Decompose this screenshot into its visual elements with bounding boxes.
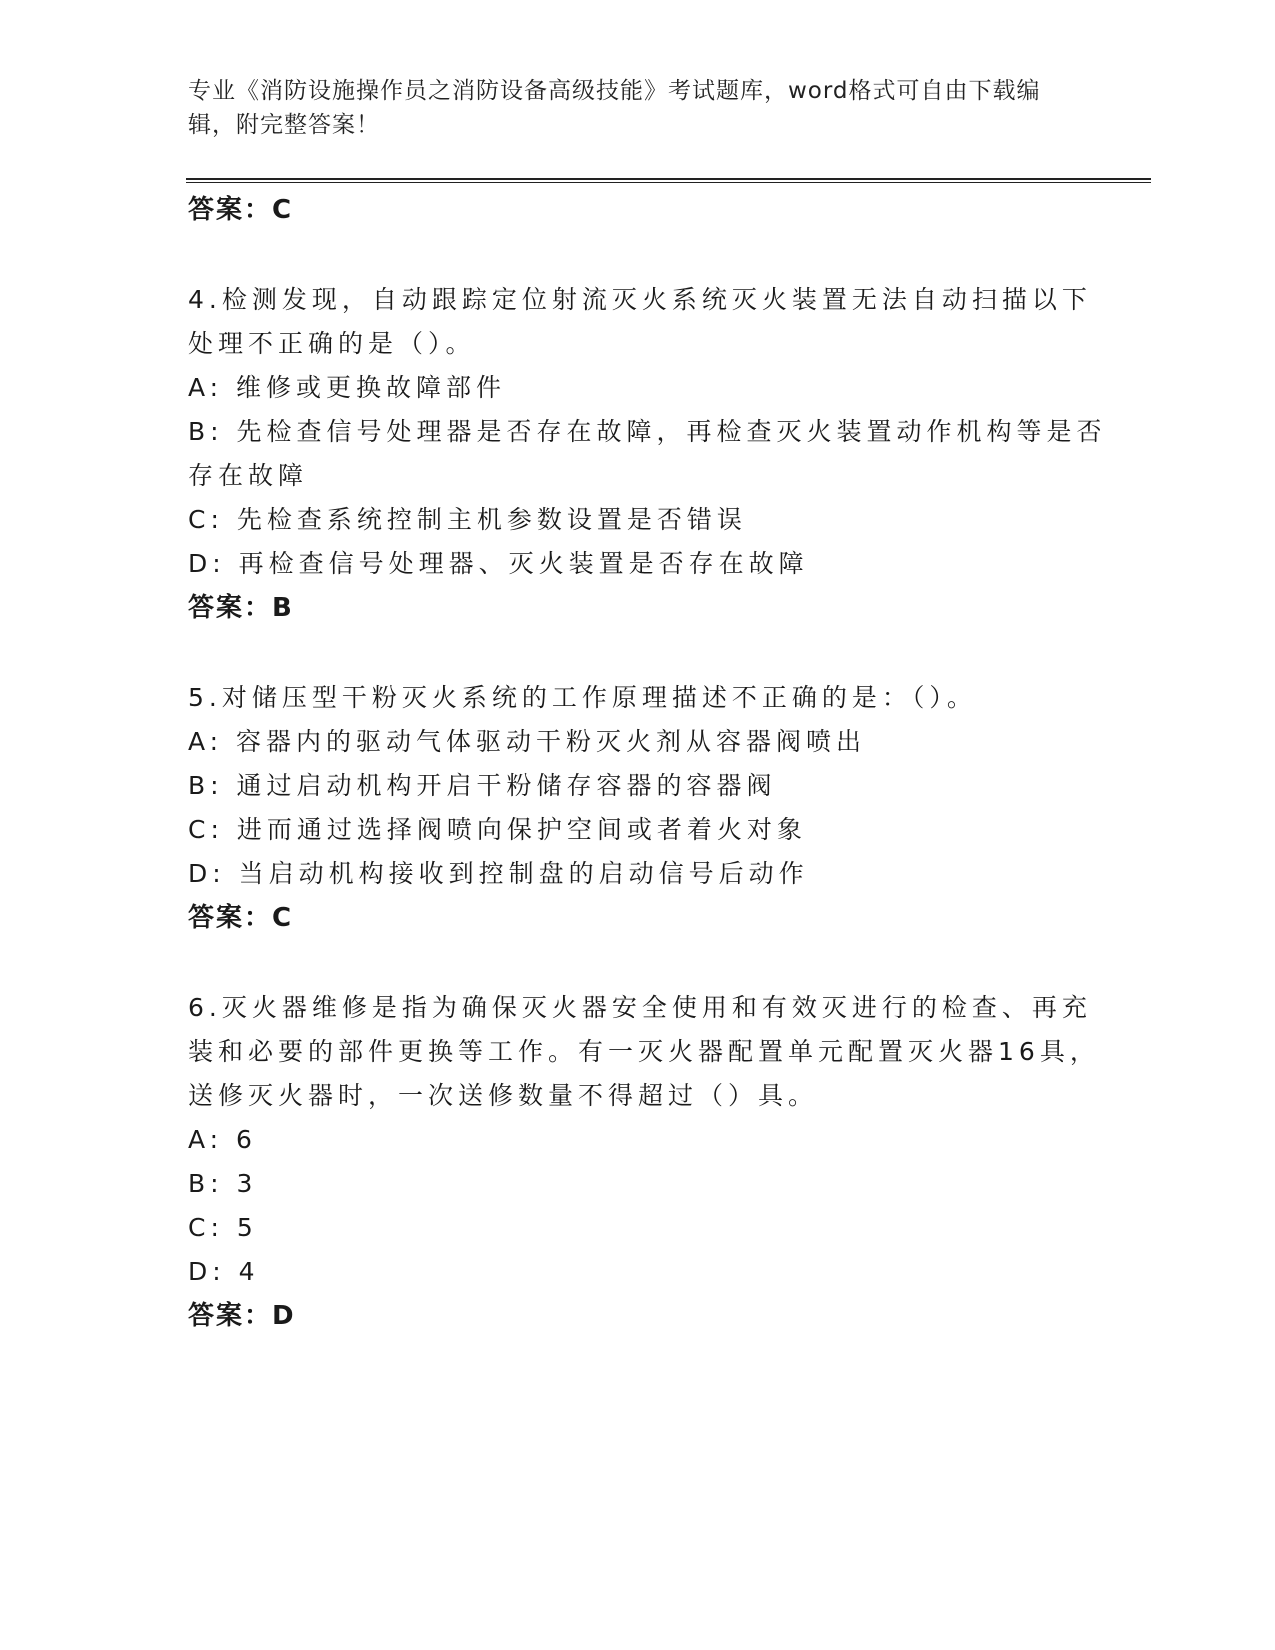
q6-stem-line-1: 6.灭火器维修是指为确保灭火器安全使用和有效灭进行的检查、再充 <box>188 993 1092 1022</box>
q4-option-d: D: 再检查信号处理器、灭火装置是否存在故障 <box>188 549 809 578</box>
header-line-1: 专业《消防设施操作员之消防设备高级技能》考试题库，word格式可自由下载编 <box>188 78 1041 104</box>
q5-option-a: A: 容器内的驱动气体驱动干粉灭火剂从容器阀喷出 <box>188 727 867 756</box>
q5-option-d: D: 当启动机构接收到控制盘的启动信号后动作 <box>188 859 809 888</box>
q4-answer: 答案：B <box>188 593 294 623</box>
q4-option-c: C: 先检查系统控制主机参数设置是否错误 <box>188 505 747 534</box>
q6-option-d: D: 4 <box>188 1257 260 1286</box>
page-header <box>188 74 1068 142</box>
q6-option-b: B: 3 <box>188 1169 258 1198</box>
q5-stem: 5.对储压型干粉灭火系统的工作原理描述不正确的是：（）。 <box>188 683 977 712</box>
header-divider-thick <box>186 178 1151 180</box>
q6-answer: 答案：D <box>188 1301 296 1331</box>
q4-stem-line-2: 处理不正确的是（）。 <box>188 329 476 358</box>
q4-option-b-line-1: B: 先检查信号处理器是否存在故障，再检查灭火装置动作机构等是否 <box>188 417 1107 446</box>
q6-option-a: A: 6 <box>188 1125 257 1154</box>
q5-option-b: B: 通过启动机构开启干粉储存容器的容器阀 <box>188 771 777 800</box>
header-line-2: 辑，附完整答案！ <box>188 112 380 138</box>
q4-option-b-line-2: 存在故障 <box>188 461 309 490</box>
q3-answer: 答案：C <box>188 195 294 225</box>
q6-option-c: C: 5 <box>188 1213 258 1242</box>
q4-option-a: A: 维修或更换故障部件 <box>188 373 507 402</box>
q4-stem-line-1: 4.检测发现，自动跟踪定位射流灭火系统灭火装置无法自动扫描以下 <box>188 285 1092 314</box>
q6-stem-line-2: 装和必要的部件更换等工作。有一灭火器配置单元配置灭火器16具， <box>188 1037 1100 1066</box>
header-divider-thin <box>186 182 1151 183</box>
q5-option-c: C: 进而通过选择阀喷向保护空间或者着火对象 <box>188 815 807 844</box>
q6-stem-line-3: 送修灭火器时，一次送修数量不得超过（）具。 <box>188 1081 819 1110</box>
q5-answer: 答案：C <box>188 903 294 933</box>
